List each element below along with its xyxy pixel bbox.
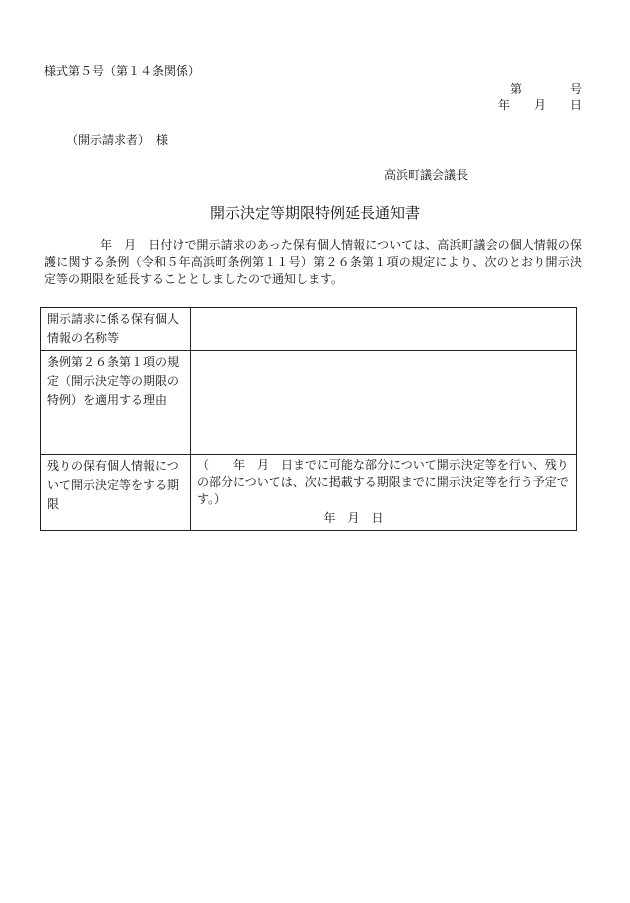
document-date-line: 年 月 日 <box>497 98 582 112</box>
row-label-deadline: 残りの保有個人情報について開示決定等をする期限 <box>41 455 191 531</box>
document-number-line: 第 号 <box>509 82 582 96</box>
form-number: 様式第５号（第１４条関係） <box>44 64 201 78</box>
issuer: 高浜町議会議長 <box>384 168 469 182</box>
table-row <box>41 351 577 455</box>
body-paragraph-block <box>44 237 582 288</box>
info-table <box>40 307 577 531</box>
table-row <box>41 308 577 351</box>
row-value-deadline[interactable] <box>191 455 577 531</box>
document-title: 開示決定等期限特例延長通知書 <box>209 204 420 222</box>
row-value-reason[interactable] <box>191 351 577 455</box>
addressee: （開示請求者） 様 <box>66 133 169 147</box>
table-row <box>41 455 577 531</box>
body-paragraph: 年 月 日付けで開示請求のあった保有個人情報については、高浜町議会の個人情報の保護に関する条例（令和５年高浜町条例第１１号）第２６条第１項の規定により、次のとおり開示決定等の期限を延長することとしましたので通知します。 <box>44 238 582 286</box>
row-value-information-name[interactable] <box>191 308 577 351</box>
row-label-information-name: 開示請求に係る保有個人情報の名称等 <box>41 308 191 351</box>
deadline-date: 年 月 日 <box>323 511 384 525</box>
deadline-description: （ 年 月 日までに可能な部分について開示決定等を行い、残りの部分については、次に掲載する期限までに開示決定等を行う予定です。） <box>197 458 569 506</box>
row-label-reason: 条例第２６条第１項の規定（開示決定等の期限の特例）を適用する理由 <box>41 351 191 455</box>
